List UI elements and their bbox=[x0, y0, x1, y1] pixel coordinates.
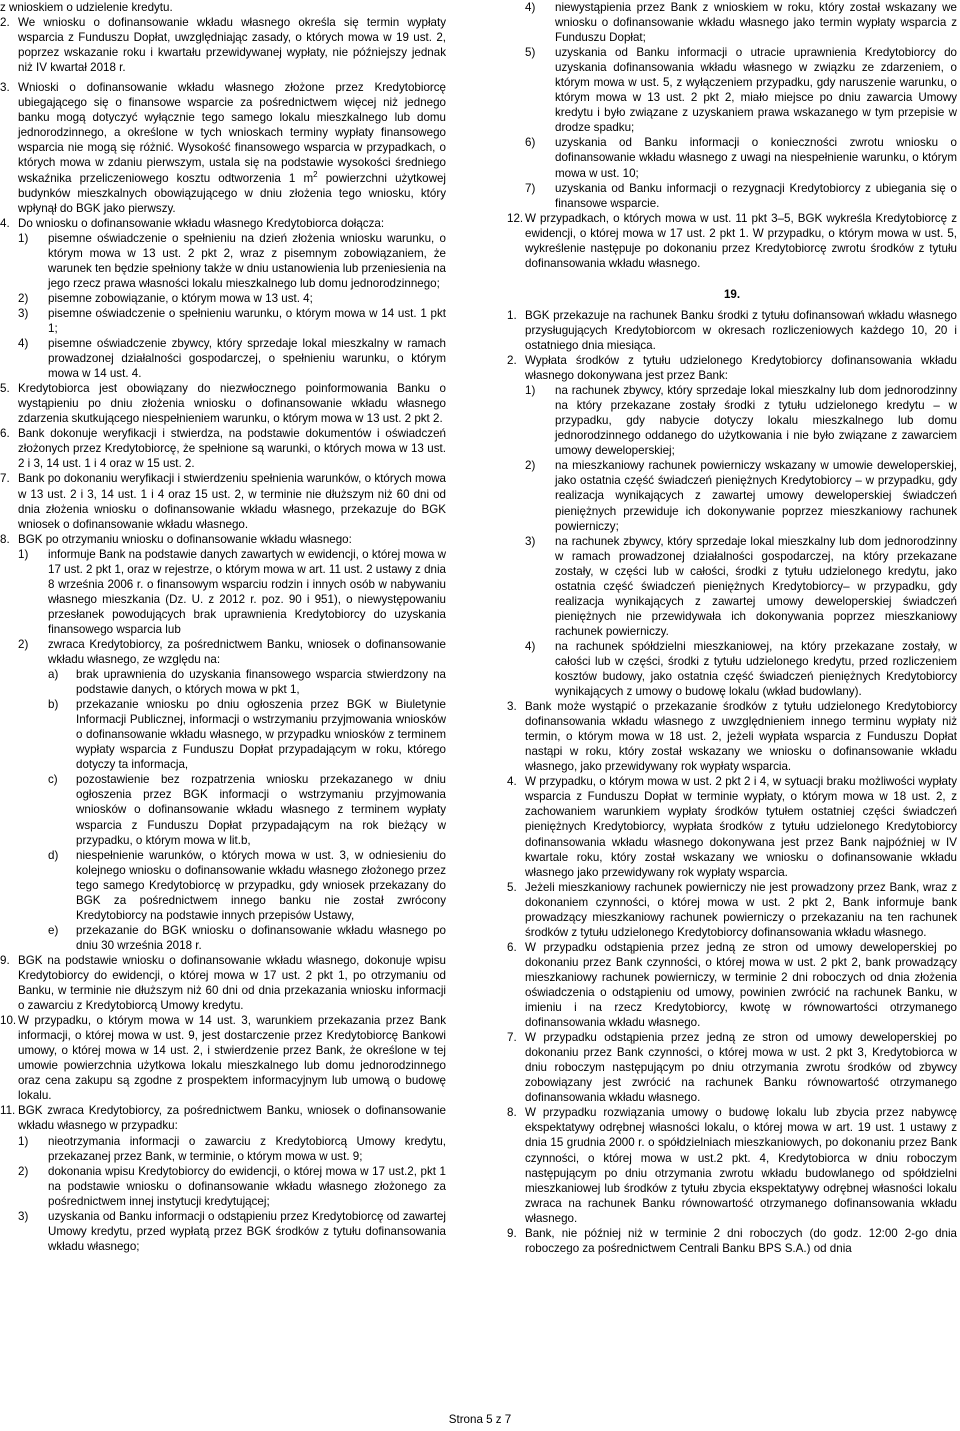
item-11-2 bbox=[0, 1164, 446, 1209]
text: Bank po dokonaniu weryfikacji i stwierdzeniu spełnienia warunków, o których mowa w 13 ust. 2 i 3, 14 ust. 1 i 4 oraz 15 ust. 2, w terminie nie dłuższym niż 60 dni od dnia złożenia wniosku o dofinansowanie wkładu własnego, przekazuje do BGK wniosek o dofinansowanie wkładu własnego. bbox=[18, 472, 446, 531]
item-2-3 bbox=[507, 534, 957, 639]
number: 4) bbox=[525, 639, 536, 653]
number: 9. bbox=[507, 1226, 517, 1240]
number: 1) bbox=[525, 384, 536, 398]
text: na rachunek zbywcy, który sprzedaje lokal mieszkalny lub dom jednorodzinny na który przekazane zostały środki z tytułu udzielonego kredytu – w przypadku, gdy nabycie dotyczy lokalu mieszkalnego lub domu jednorodzinnego oddanego do użytkowania i nie było związane z zawarciem umowy deweloperskiej; bbox=[555, 384, 957, 458]
number: 1) bbox=[18, 547, 29, 561]
right-column bbox=[507, 0, 957, 1256]
paragraph-5 bbox=[0, 381, 446, 426]
number: 1) bbox=[18, 1134, 29, 1148]
text: W przypadku rozwiązania umowy o budowę lokalu lub zbycia przez nabywcę ekspektatywy odrębnej własności lokalu, o której mowa w art. 19 ust. 1 ustawy z dnia 15 grudnia 2000 r. o spółdzielniach mieszkaniowych, po dokonaniu przez Bank czynności, o której mowa w ust.2 pkt. 4, Kredytobiorca w dniu roboczym następującym po dniu otrzymania zwrotu wkładu budowlanego od spółdzielni mieszkaniowej lub środków z tytułu zbycia ekspektatywy odrębnej własności lokalu zwraca na rachunek Banku równowartość otrzymanego dofinansowania wkładu własnego. bbox=[525, 1106, 957, 1225]
item-4-1 bbox=[0, 231, 446, 291]
number: 3) bbox=[18, 1209, 29, 1223]
item-2-1 bbox=[507, 383, 957, 458]
item-11-5 bbox=[507, 45, 957, 135]
section-19-paragraph-9 bbox=[507, 1226, 957, 1256]
number: 10. bbox=[0, 1014, 17, 1028]
section-19-paragraph-3 bbox=[507, 699, 957, 774]
text: informuje Bank na podstawie danych zawartych w ewidencji, o której mowa w 17 ust. 2 pkt 1, oraz w rejestrze, o którym mowa w art. 11 ust. 2 ustawy z dnia 8 września 2006 r. o finansowym wsparciu rodzin i innych osób w nabywaniu własnego mieszkania (Dz. U. z 2012 r. poz. 90 i 951), o niewystępowaniu przesłanek powodujących brak uprawnienia Kredytobiorcy do uzyskania finansowego wsparcia lub bbox=[48, 547, 446, 636]
letter: d) bbox=[48, 848, 59, 862]
item-8-2 bbox=[0, 637, 446, 667]
page-number: Strona 5 z 7 bbox=[448, 1413, 512, 1426]
text: Do wniosku o dofinansowanie wkładu własnego Kredytobiorca dołącza: bbox=[18, 216, 385, 230]
text: Jeżeli mieszkaniowy rachunek powierniczy nie jest prowadzony przez Bank, wraz z dokonaniem czynności, o której mowa w ust. 2 pkt 2, Bank informuje bank prowadzący mieszkaniowy rachunek powierniczy o przekazaniu na ten rachunek środków z tytułu udzielonego Kredytobiorcy dofinansowania wkładu własnego. bbox=[525, 880, 957, 939]
number: 4. bbox=[507, 775, 517, 789]
paragraph-10 bbox=[0, 1013, 446, 1103]
item-8-2-c bbox=[0, 772, 446, 847]
number: 8. bbox=[507, 1106, 517, 1120]
number: 2. bbox=[507, 354, 517, 368]
number: 8. bbox=[0, 532, 10, 546]
number: 6) bbox=[525, 136, 536, 150]
number: 7) bbox=[525, 181, 536, 195]
item-11-1 bbox=[0, 1134, 446, 1164]
left-column bbox=[0, 0, 446, 1254]
section-19-paragraph-6 bbox=[507, 940, 957, 1030]
text: pisemne oświadczenie zbywcy, który sprzedaje lokal mieszkalny w ramach prowadzonej działalności gospodarczej, o spełnieniu warunku, o którym mowa w 14 ust. 4. bbox=[48, 337, 446, 381]
text: W przypadku odstąpienia przez jedną ze stron od umowy deweloperskiej po dokonaniu przez Bank czynności, o której mowa w ust. 2 pkt 3, Kredytobiorca w dniu roboczym następującym po dniu otrzymania zwrotu środków od zbywcy zobowiązany jest zwrócić na rachunek Banku równowartość otrzymanego dofinansowania wkładu własnego. bbox=[525, 1031, 957, 1105]
number: 3) bbox=[18, 306, 29, 320]
number: 4. bbox=[0, 216, 10, 230]
item-4-3 bbox=[0, 306, 446, 336]
number: 7. bbox=[507, 1031, 517, 1045]
text: uzyskania od Banku informacji o odstąpieniu przez Kredytobiorcę od zawartej Umowy kredytu, przed wypłatą przez BGK środków z tytułu dofinansowania wkładu własnego; bbox=[48, 1209, 446, 1253]
number: 4) bbox=[525, 1, 536, 14]
text: brak uprawnienia do uzyskania finansowego wsparcia stwierdzony na podstawie danych, o których mowa w pkt 1, bbox=[76, 668, 446, 697]
number: 12. bbox=[507, 211, 524, 225]
item-8-2-d bbox=[0, 848, 446, 923]
number: 9. bbox=[0, 953, 10, 967]
number: 6. bbox=[0, 427, 10, 441]
paragraph-6 bbox=[0, 426, 446, 471]
paragraph-continuation: z wnioskiem o udzielenie kredytu. bbox=[0, 1, 173, 14]
text: W przypadku, o którym mowa w ust. 2 pkt 2 i 4, w sytuacji braku możliwości wypłaty wsparcia z Funduszu Dopłat w terminie wypłaty, o którym mowa w 18 ust. 2, z zachowaniem warunkiem wypłaty środków tytułem ostatniej części świadczeń pieniężnych Kredytobiorcy, wypłata środków z tytułu udzielonego Kredytobiorcy dofinansowania wkładu własnego dokonywana jest przez Bank najpóźniej w IV kwartale roku, który został wskazany we wniosku o dofinansowanie wkładu własnego jako przewidywany rok wypłaty wsparcia. bbox=[525, 775, 957, 879]
item-11-7 bbox=[507, 181, 957, 211]
text: BGK na podstawie wniosku o dofinansowanie wkładu własnego, dokonuje wpisu Kredytobiorcy do ewidencji, o której mowa w 17 ust. 2 pkt 1, po otrzymaniu od Banku, w terminie nie dłuższym niż 60 dni od dnia przekazania wniosku informacji o zawarciu z Kredytobiorcą Umowy kredytu. bbox=[18, 953, 446, 1013]
text: Bank, nie później niż w terminie 2 dni roboczych (do godz. 12:00 2-go dnia roboczego za pośrednictwem Centrali Banku BPS S.A.) od dnia bbox=[525, 1226, 957, 1255]
paragraph-7 bbox=[0, 471, 446, 531]
paragraph-4 bbox=[0, 216, 446, 231]
text: uzyskania od Banku informacji o utracie uprawnienia Kredytobiorcy do uzyskania dofinansowania wkładu własnego w związku ze zdarzeniem, o którym mowa w ust. 5, z wyłączeniem przypadku, gdy naruszenie warunku, o którym mowa w 13 ust. 2 pkt 2, miało miejsce po dniu zawarcia Umowy kredytu i było związane z uzyskaniem prawa wskazanego w tym przepisie w drodze spadku; bbox=[555, 46, 957, 135]
number: 5. bbox=[0, 382, 10, 396]
text: zwraca Kredytobiorcy, za pośrednictwem Banku, wniosek o dofinansowanie wkładu własnego, ze względu na: bbox=[48, 637, 446, 667]
number: 5) bbox=[525, 46, 536, 60]
text: niespełnienie warunków, o których mowa w ust. 3, w odniesieniu do kolejnego wniosku o dofinansowanie wkładu własnego złożonego przez tego samego Kredytobiorcę w przypadku, gdy wniosek przekazany do BGK za pośrednictwem innego banku nie został zwrócony Kredytobiorcy na podstawie innych przepisów Ustawy, bbox=[76, 848, 446, 922]
text: BGK zwraca Kredytobiorcy, za pośrednictwem Banku, wniosek o dofinansowanie wkładu własnego w przypadku: bbox=[18, 1104, 446, 1133]
number: 4) bbox=[18, 337, 29, 351]
text-continued: powierzchni użytkowej budynków mieszkalnych obowiązującego w dniu złożenia tego wniosku, który wpłynął do BGK jako pierwszy. bbox=[18, 171, 446, 215]
number: 7. bbox=[0, 472, 10, 486]
text: Bank dokonuje weryfikacji i stwierdza, na podstawie dokumentów i oświadczeń złożonych przez Kredytobiorcę, że spełnione są warunki, o których mowa w 13 ust. 2 i 3, 14 ust. 1 i 4 oraz w 15 ust. 2. bbox=[18, 427, 446, 471]
text: nieotrzymania informacji o zawarciu z Kredytobiorcą Umowy kredytu, przekazanej przez Bank, w terminie, o którym mowa w ust. 9; bbox=[48, 1134, 446, 1163]
section-19-paragraph-5 bbox=[507, 880, 957, 940]
number: 11. bbox=[0, 1104, 16, 1118]
text: Kredytobiorca jest obowiązany do niezwłocznego poinformowania Banku o wystąpieniu po dniu złożenia wniosku o dofinansowanie wkładu własnego zdarzenia skutkującego niespełnieniem warunku, o którym mowa w 13 ust. 2 pkt 2. bbox=[18, 382, 446, 426]
number: 3) bbox=[525, 534, 536, 548]
text: przekazanie wniosku po dniu ogłoszenia przez BGK w Biuletynie Informacji Publicznej, informacji o wstrzymaniu przyjmowania wniosków o dofinansowanie wkładu własnego, w przypadku wniosków z terminem wypłaty wsparcia z Funduszu Dopłat przypadającym w roku, którego dotyczy ta informacja, bbox=[76, 698, 446, 772]
item-2-2 bbox=[507, 458, 957, 533]
item-8-2-b bbox=[0, 697, 446, 772]
text: Wnioski o dofinansowanie wkładu własnego złożone przez Kredytobiorcę ubiegającego się o finansowe wsparcie za pośrednictwem więcej niż jednego banku mogą dotyczyć wyłącznie tego samego lokalu mieszkalnego lub domu jednorodzinnego, a określone w tych wnioskach terminy wypłaty finansowego wsparcia nie mogą się różnić. Wysokość finansowego wsparcia w przypadkach, o których mowa w zdaniu pierwszym, ustala się na podstawie wysokości średniego wskaźnika przeliczeniowego kosztu odtworzenia 1 m bbox=[18, 81, 446, 185]
paragraph-2 bbox=[0, 15, 446, 75]
number: 5. bbox=[507, 880, 517, 894]
item-8-2-a bbox=[0, 667, 446, 697]
text: BGK po otrzymaniu wniosku o dofinansowanie wkładu własnego: bbox=[18, 532, 352, 546]
text: pozostawienie bez rozpatrzenia wniosku przekazanego w dniu ogłoszenia przez BGK informacji o wstrzymaniu przyjmowania wniosków o dofinansowanie wkładu własnego z terminem wypłaty wsparcia z Funduszu Dopłat przypadającym na rok bieżący w przypadku, o którym mowa w lit.b, bbox=[76, 773, 446, 847]
number: 3. bbox=[507, 700, 517, 714]
number: 1. bbox=[507, 308, 517, 322]
superscript: 2 bbox=[313, 169, 318, 179]
text: na rachunek zbywcy, który sprzedaje lokal mieszkalny lub dom jednorodzinny w ramach prowadzonej działalności gospodarczej, na który przekazane zostały, w części lub w całości, środki z tytułu udzielonego kredytu, jako ostatnia część świadczeń pieniężnych Kredytobiorcy– w przypadku, gdy realizacja wynikających z zawartej umowy deweloperskiej świadczeń pieniężnych nie przewidywała ich dokonywania poprzez mieszkaniowy rachunek powierniczy. bbox=[555, 534, 957, 638]
text: na rachunek spółdzielni mieszkaniowej, na który przekazane zostały, w całości lub w części, środki z tytułu udzielonego kredytu, przed rozliczeniem kosztów budowy, jako ostatnia część świadczeń pieniężnych Kredytobiorcy wynikających z umowy o budowę lokalu (wkład budowlany). bbox=[555, 639, 957, 699]
text: W przypadku, o którym mowa w 14 ust. 3, warunkiem przekazania przez Bank informacji, o której mowa w ust. 9, jest dostarczenie przez Kredytobiorcę Bankowi umowy, o której mowa w 14 ust. 2, i stwierdzenie przez Bank, że określone w tej umowie powierzchnia użytkowa lokalu mieszkalnego lub domu jednorodzinnego oraz cena zakupu są zgodne z prospektem informacyjnym lub umową o budowę lokalu. bbox=[18, 1014, 446, 1103]
item-11-4 bbox=[507, 0, 957, 45]
text: W przypadkach, o których mowa w ust. 11 pkt 3–5, BGK wykreśla Kredytobiorcę z ewidencji, o której mowa w 17 ust. 2 pkt 1. W przypadku, o którym mowa w ust. 5, wykreślenie następuje po dokonaniu przez Kredytobiorcę zwrotu środków z tytułu dofinansowania wkładu własnego. bbox=[525, 211, 957, 270]
text: Bank może wystąpić o przekazanie środków z tytułu udzielonego Kredytobiorcy dofinansowania wkładu własnego z uwzględnieniem innego terminu wypłaty niż termin, o którym mowa w 18 ust. 2, jeżeli wypłata wsparcia z Funduszu Dopłat nastąpi w roku, który został wskazany we wniosku o dofinansowanie wkładu własnego, jako przewidywany rok wypłaty wsparcia. bbox=[525, 700, 957, 774]
section-19-paragraph-1 bbox=[507, 308, 957, 353]
item-4-4 bbox=[0, 336, 446, 381]
text: niewystąpienia przez Bank z wnioskiem w roku, który został wskazany we wniosku o dofinansowanie wkładu własnego jako termin wypłaty wsparcia z Funduszu Dopłat; bbox=[555, 1, 957, 45]
text: uzyskania od Banku informacji o konieczności zwrotu wniosku o dofinansowanie wkładu własnego z uwagi na niespełnienie warunku, o którym mowa w ust. 10; bbox=[555, 136, 957, 180]
number: 6. bbox=[507, 940, 517, 954]
item-4-2 bbox=[0, 291, 446, 306]
section-19-paragraph-2 bbox=[507, 353, 957, 383]
text: pisemne oświadczenie o spełnieniu na dzień złożenia wniosku warunku, o którym mowa w 13 ust. 2 pkt 2, wraz z pisemnym zobowiązaniem, że warunek ten będzie spełniony także w dniu ustanowienia lub przeniesienia na jego rzecz prawa własności lokalu mieszkalnego lub domu jednorodzinnego; bbox=[48, 231, 446, 290]
letter: b) bbox=[48, 698, 59, 712]
number: 2) bbox=[18, 637, 29, 651]
text: uzyskania od Banku informacji o rezygnacji Kredytobiorcy z ubiegania się o finansowe wsparcie. bbox=[555, 181, 957, 210]
paragraph-9 bbox=[0, 953, 446, 1013]
letter: a) bbox=[48, 668, 59, 682]
text: pisemne oświadczenie o spełnieniu warunku, o którym mowa w 14 ust. 1 pkt 1; bbox=[48, 306, 446, 335]
item-8-1 bbox=[0, 547, 446, 637]
letter: e) bbox=[48, 923, 59, 937]
paragraph-12 bbox=[507, 211, 957, 271]
text: Wypłata środków z tytułu udzielonego Kredytobiorcy dofinansowania wkładu własnego dokonywana jest przez Bank: bbox=[525, 354, 957, 383]
item-8-2-e bbox=[0, 923, 446, 953]
number: 1) bbox=[18, 231, 29, 245]
text: We wniosku o dofinansowanie wkładu własnego określa się termin wypłaty wsparcia z Funduszu Dopłat, uwzględniając zasady, o których mowa w 19 ust. 2, poprzez wskazanie roku i kwartału przewidywanej wypłaty, nie późniejszy jednak niż IV kwartał 2018 r. bbox=[18, 16, 446, 75]
text: BGK przekazuje na rachunek Banku środki z tytułu dofinansowań wkładu własnego przysługujących Kredytobiorcom w okresach rozliczeniowych każdego 10, 20 i ostatniego dnia miesiąca. bbox=[525, 308, 957, 352]
text: dokonania wpisu Kredytobiorcy do ewidencji, o której mowa w 17 ust.2, pkt 1 na podstawie wniosku o dofinansowanie wkładu własnego złożonego za pośrednictwem innej instytucji kredytującej; bbox=[48, 1164, 446, 1208]
paragraph-3 bbox=[0, 80, 446, 215]
number: 2) bbox=[18, 291, 29, 305]
section-19-paragraph-7 bbox=[507, 1030, 957, 1105]
paragraph-11 bbox=[0, 1103, 446, 1133]
text: W przypadku odstąpienia przez jedną ze stron od umowy deweloperskiej po dokonaniu przez Bank czynności, o której mowa w ust. 2 pkt 2, bank prowadzący mieszkaniowy rachunek powierniczy, w terminie 2 dni roboczych od dnia złożenia oświadczenia o odstąpieniu od umowy, powinien zwrócić na rachunek Banku, w imieniu i na rzecz Kredytobiorcy, kwotę w równowartości otrzymanego dofinansowania wkładu własnego. bbox=[525, 940, 957, 1030]
section-heading: 19. bbox=[723, 287, 741, 301]
number: 2. bbox=[0, 16, 10, 30]
item-11-6 bbox=[507, 135, 957, 180]
item-11-3 bbox=[0, 1209, 446, 1254]
text: pisemne zobowiązanie, o którym mowa w 13 ust. 4; bbox=[48, 291, 313, 305]
text: przekazanie do BGK wniosku o dofinansowanie wkładu własnego po dniu 30 września 2018 r. bbox=[76, 923, 446, 952]
letter: c) bbox=[48, 773, 58, 787]
number: 3. bbox=[0, 81, 10, 95]
section-19-paragraph-4 bbox=[507, 774, 957, 879]
text: na mieszkaniowy rachunek powierniczy wskazany w umowie deweloperskiej, jako ostatnia część świadczeń pieniężnych Kredytobiorcy – w przypadku, gdy realizacja wynikających z zawartej umowy deweloperskiej świadczeń pieniężnych przewiduje ich dokonywanie poprzez mieszkaniowy rachunek powierniczy; bbox=[555, 459, 957, 533]
number: 2) bbox=[525, 459, 536, 473]
paragraph-8 bbox=[0, 532, 446, 547]
number: 2) bbox=[18, 1164, 29, 1178]
item-2-4 bbox=[507, 639, 957, 699]
section-19-paragraph-8 bbox=[507, 1105, 957, 1225]
